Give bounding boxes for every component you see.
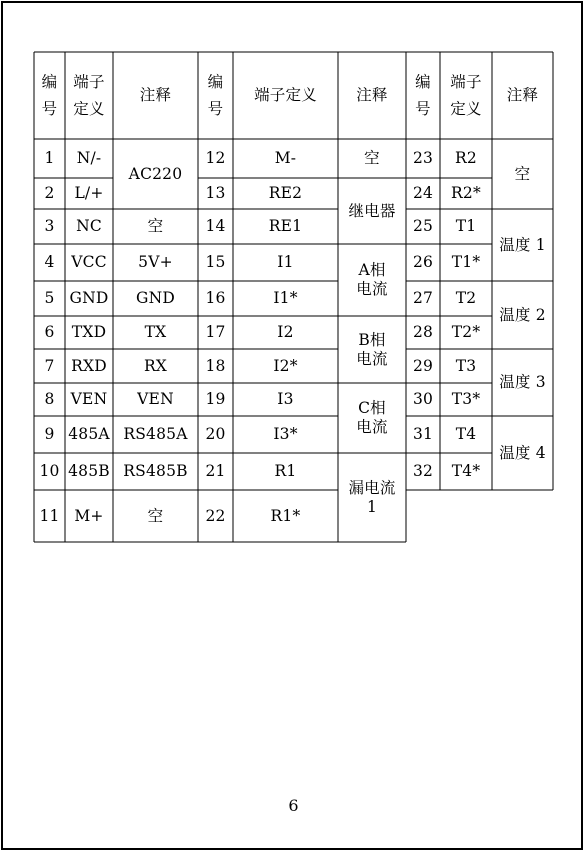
- terminal-definition: VCC: [71, 253, 107, 272]
- header-cell: 端子 定义: [73, 73, 105, 118]
- terminal-number: 21: [205, 462, 226, 481]
- terminal-number: 2: [44, 184, 55, 203]
- terminal-number: 12: [205, 149, 226, 168]
- terminal-number: 27: [412, 289, 434, 308]
- terminal-note: VEN: [137, 390, 174, 409]
- terminal-number: 5: [44, 289, 55, 308]
- terminal-note: AC220: [128, 164, 183, 183]
- terminal-note: 空: [514, 164, 531, 183]
- terminal-note: 空: [147, 506, 164, 525]
- terminal-definition: I1*: [273, 289, 298, 308]
- terminal-number: 19: [205, 390, 226, 409]
- terminal-number: 7: [44, 356, 55, 375]
- terminal-definition: R1: [274, 462, 297, 481]
- terminal-definition: N/-: [76, 149, 102, 168]
- header-cell: 编 号: [415, 73, 431, 118]
- header-cell: 注释: [139, 86, 172, 105]
- terminal-definition: T2*: [451, 323, 481, 342]
- terminal-note: 空: [364, 149, 380, 168]
- terminal-number: 16: [205, 289, 226, 308]
- terminal-definition: RXD: [71, 356, 107, 375]
- terminal-number: 28: [412, 323, 434, 342]
- terminal-number: 22: [205, 506, 226, 525]
- terminal-note: RS485A: [123, 425, 188, 444]
- terminal-number: 15: [205, 253, 226, 272]
- terminal-number: 20: [205, 425, 226, 444]
- terminal-definition: M+: [74, 506, 104, 525]
- header-cell: 编 号: [207, 73, 224, 118]
- terminal-definition: T4*: [451, 462, 481, 481]
- terminal-number: 25: [412, 217, 434, 236]
- terminal-number: 4: [44, 253, 55, 272]
- terminal-definition: TXD: [71, 323, 107, 342]
- terminal-definition: T3*: [451, 390, 481, 409]
- terminal-number: 30: [412, 390, 434, 409]
- terminal-number: 26: [412, 253, 434, 272]
- terminal-number: 31: [412, 425, 434, 444]
- terminal-note: C相 电流: [356, 399, 388, 436]
- terminal-number: 3: [44, 217, 55, 236]
- terminal-number: 13: [205, 184, 226, 203]
- terminal-note: 温度 3: [499, 373, 546, 392]
- header-cell: 端子定义: [254, 86, 317, 105]
- terminal-definition: T1: [455, 217, 477, 236]
- terminal-number: 1: [44, 149, 55, 168]
- terminal-definition: I1: [277, 253, 294, 272]
- terminal-definition: I2*: [273, 356, 298, 375]
- terminal-definition: RE1: [268, 217, 303, 236]
- terminal-definition: T2: [455, 289, 477, 308]
- terminal-number: 23: [412, 149, 434, 168]
- header-cell: 端子 定义: [450, 73, 482, 118]
- terminal-number: 29: [412, 356, 434, 375]
- terminal-number: 24: [412, 184, 434, 203]
- terminal-note: TX: [144, 323, 167, 342]
- header-cell: 编 号: [41, 73, 58, 118]
- terminal-note: 温度 1: [499, 235, 546, 254]
- terminal-note: 继电器: [348, 201, 396, 220]
- terminal-note: B相 电流: [356, 330, 388, 368]
- terminal-definition: T3: [455, 356, 477, 375]
- terminal-note: 漏电流 1: [348, 478, 396, 516]
- terminal-number: 10: [39, 462, 60, 481]
- terminal-definition: M-: [274, 149, 297, 168]
- terminal-number: 18: [205, 356, 226, 375]
- terminal-definition: R2*: [451, 184, 481, 203]
- terminal-note: 温度 4: [499, 443, 546, 462]
- terminal-definition: RE2: [268, 184, 303, 203]
- terminal-note: RS485B: [123, 462, 188, 481]
- terminal-definition: T4: [455, 425, 477, 444]
- terminal-note: RX: [143, 356, 168, 375]
- terminal-definition: VEN: [70, 390, 108, 409]
- terminal-number: 17: [205, 323, 226, 342]
- terminal-note: A相 电流: [356, 261, 388, 298]
- terminal-definition: GND: [69, 289, 109, 308]
- terminal-definition: R2: [455, 149, 477, 168]
- terminal-note: GND: [136, 289, 175, 308]
- terminal-definition: T1*: [451, 253, 481, 272]
- terminal-definition: I3*: [273, 425, 298, 444]
- terminal-definition: 485A: [68, 425, 110, 444]
- terminal-definition: L/+: [74, 184, 104, 203]
- header-cell: 注释: [506, 86, 539, 105]
- terminal-note: 温度 2: [499, 305, 546, 324]
- terminal-number: 14: [205, 217, 226, 236]
- terminal-number: 32: [412, 462, 434, 481]
- terminal-number: 8: [44, 390, 55, 409]
- terminal-number: 9: [44, 425, 55, 444]
- terminal-definition: NC: [76, 217, 102, 236]
- terminal-note: 5V+: [138, 253, 173, 272]
- terminal-definition: I2: [277, 323, 294, 342]
- page-number: 6: [288, 796, 299, 815]
- terminal-number: 11: [39, 506, 60, 525]
- terminal-definition: I3: [277, 390, 294, 409]
- terminal-number: 6: [44, 323, 55, 342]
- terminal-definition: 485B: [68, 462, 110, 481]
- terminal-definition: R1*: [270, 506, 301, 525]
- terminal-note: 空: [147, 217, 164, 236]
- header-cell: 注释: [356, 86, 388, 105]
